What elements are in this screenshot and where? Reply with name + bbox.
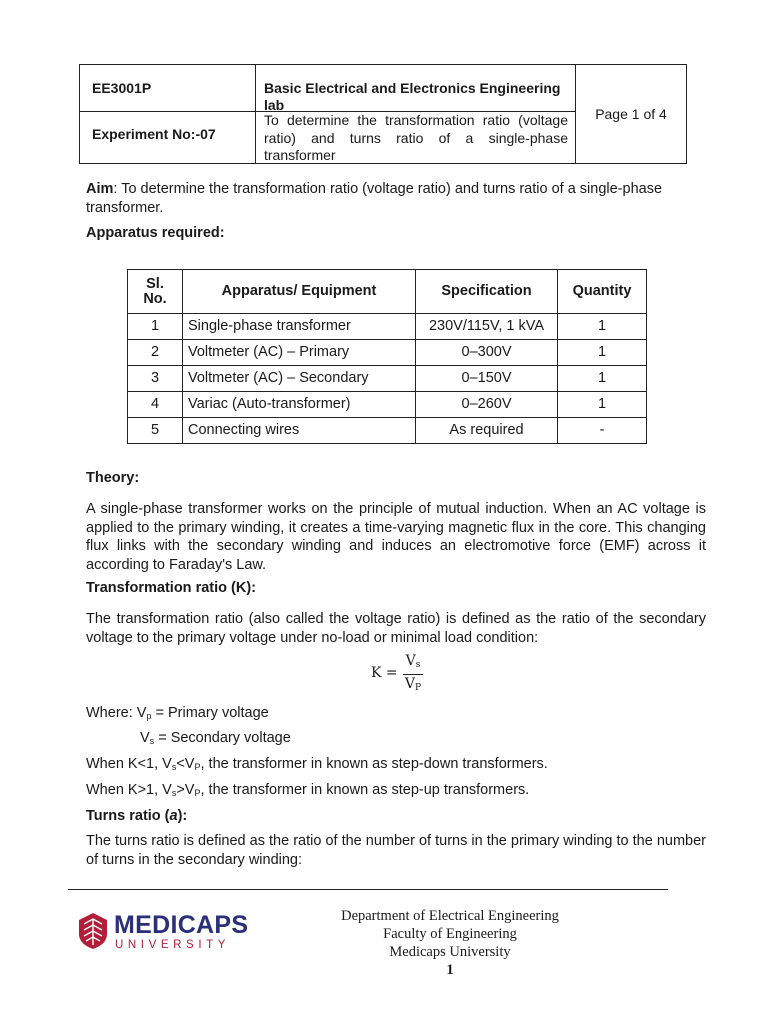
apparatus-heading: Apparatus required:: [86, 225, 225, 241]
cell-no: 4: [128, 392, 183, 418]
step-up-line: When K>1, $V_s>V_P$, the transformer in known as step-up transformers.: [86, 782, 530, 798]
cell-qty: 1: [558, 340, 647, 366]
cell-item: Voltmeter (AC) – Primary: [183, 340, 416, 366]
table-row: [128, 392, 647, 418]
cell-qty: 1: [558, 314, 647, 340]
cell-no: 3: [128, 366, 183, 392]
table-header-row: [128, 270, 647, 314]
aim-text: : To determine the transformation ratio (voltage ratio) and turns ratio of a single-phase transformer.: [86, 181, 663, 216]
table-row: [128, 366, 647, 392]
course-code: EE3001P: [92, 80, 152, 96]
column-header: Quantity: [558, 270, 647, 314]
cell-item: Variac (Auto-transformer): [183, 392, 416, 418]
column-header: Specification: [416, 270, 558, 314]
table-row: [128, 314, 647, 340]
university-crest-icon: [77, 912, 109, 950]
formula-numerator: $V_s$: [405, 653, 421, 670]
cell-qty: 1: [558, 366, 647, 392]
cell-spec: 0–150V: [416, 366, 558, 392]
cell-spec: 230V/115V, 1 kVA: [416, 314, 558, 340]
logo-subtitle: UNIVERSITY: [115, 939, 231, 951]
turns-ratio-paragraph: The turns ratio is defined as the ratio of the number of turns in the primary winding to the number of turns in the secondary winding:: [86, 833, 706, 868]
header-right-cell: [576, 65, 686, 163]
page-count-label: Page 1 of 4: [595, 106, 667, 122]
aim-paragraph: [86, 180, 706, 217]
transformation-ratio-paragraph: The transformation ratio (also called the voltage ratio) is defined as the ratio of the secondary voltage to the primary voltage under no-load or minimal load condition:: [86, 611, 706, 646]
turns-ratio-heading: Turns ratio (a):: [86, 808, 188, 824]
cell-item: Voltmeter (AC) – Secondary: [183, 366, 416, 392]
header-box: [79, 64, 687, 164]
step-down-line: When K<1, $V_s<V_P$, the transformer in known as step-down transformers.: [86, 756, 548, 772]
where-secondary-line: $V_s$ = Secondary voltage: [140, 730, 291, 746]
where-primary-line: Where: $V_p$ = Primary voltage: [86, 705, 269, 721]
column-header: Sl. No.: [128, 270, 183, 314]
faculty-name: Faculty of Engineering: [383, 926, 517, 942]
table-row: [128, 418, 647, 444]
formula-fraction: [403, 652, 423, 697]
table-row: [128, 340, 647, 366]
cell-item: Single-phase transformer: [183, 314, 416, 340]
experiment-number: Experiment No:-07: [92, 126, 216, 142]
aim-label: Aim: [86, 181, 114, 197]
cell-spec: 0–300V: [416, 340, 558, 366]
apparatus-table: [127, 269, 647, 444]
formula-denominator: $V_P$: [404, 676, 422, 693]
footer-rule: [68, 889, 668, 890]
transformation-ratio-heading: Transformation ratio (K):: [86, 580, 256, 596]
logo-wordmark: MEDICAPS: [114, 911, 249, 939]
department-block: [320, 907, 580, 979]
cell-qty: 1: [558, 392, 647, 418]
cell-item: Connecting wires: [183, 418, 416, 444]
formula-lhs: K =: [371, 665, 398, 681]
lab-title: Basic Electrical and Electronics Engineering lab: [264, 80, 561, 113]
theory-paragraph: A single-phase transformer works on the principle of mutual induction. When an AC voltage is applied to the primary winding, it creates a time-varying magnetic flux in the core. This changing flux links with the secondary winding and induces an electromotive force (EMF) across it according to Faraday's Law.: [86, 501, 706, 573]
department-name: Department of Electrical Engineering: [341, 908, 559, 924]
page-number: 1: [446, 962, 454, 978]
cell-no: 2: [128, 340, 183, 366]
medicaps-logo: [77, 911, 249, 956]
experiment-aim: To determine the transformation ratio (voltage ratio) and turns ratio of a single-phase transformer: [264, 112, 568, 163]
cell-no: 1: [128, 314, 183, 340]
cell-qty: -: [558, 418, 647, 444]
cell-spec: As required: [416, 418, 558, 444]
column-header: Apparatus/ Equipment: [183, 270, 416, 314]
university-name: Medicaps University: [389, 944, 511, 960]
cell-spec: 0–260V: [416, 392, 558, 418]
cell-no: 5: [128, 418, 183, 444]
theory-heading: Theory:: [86, 470, 140, 486]
